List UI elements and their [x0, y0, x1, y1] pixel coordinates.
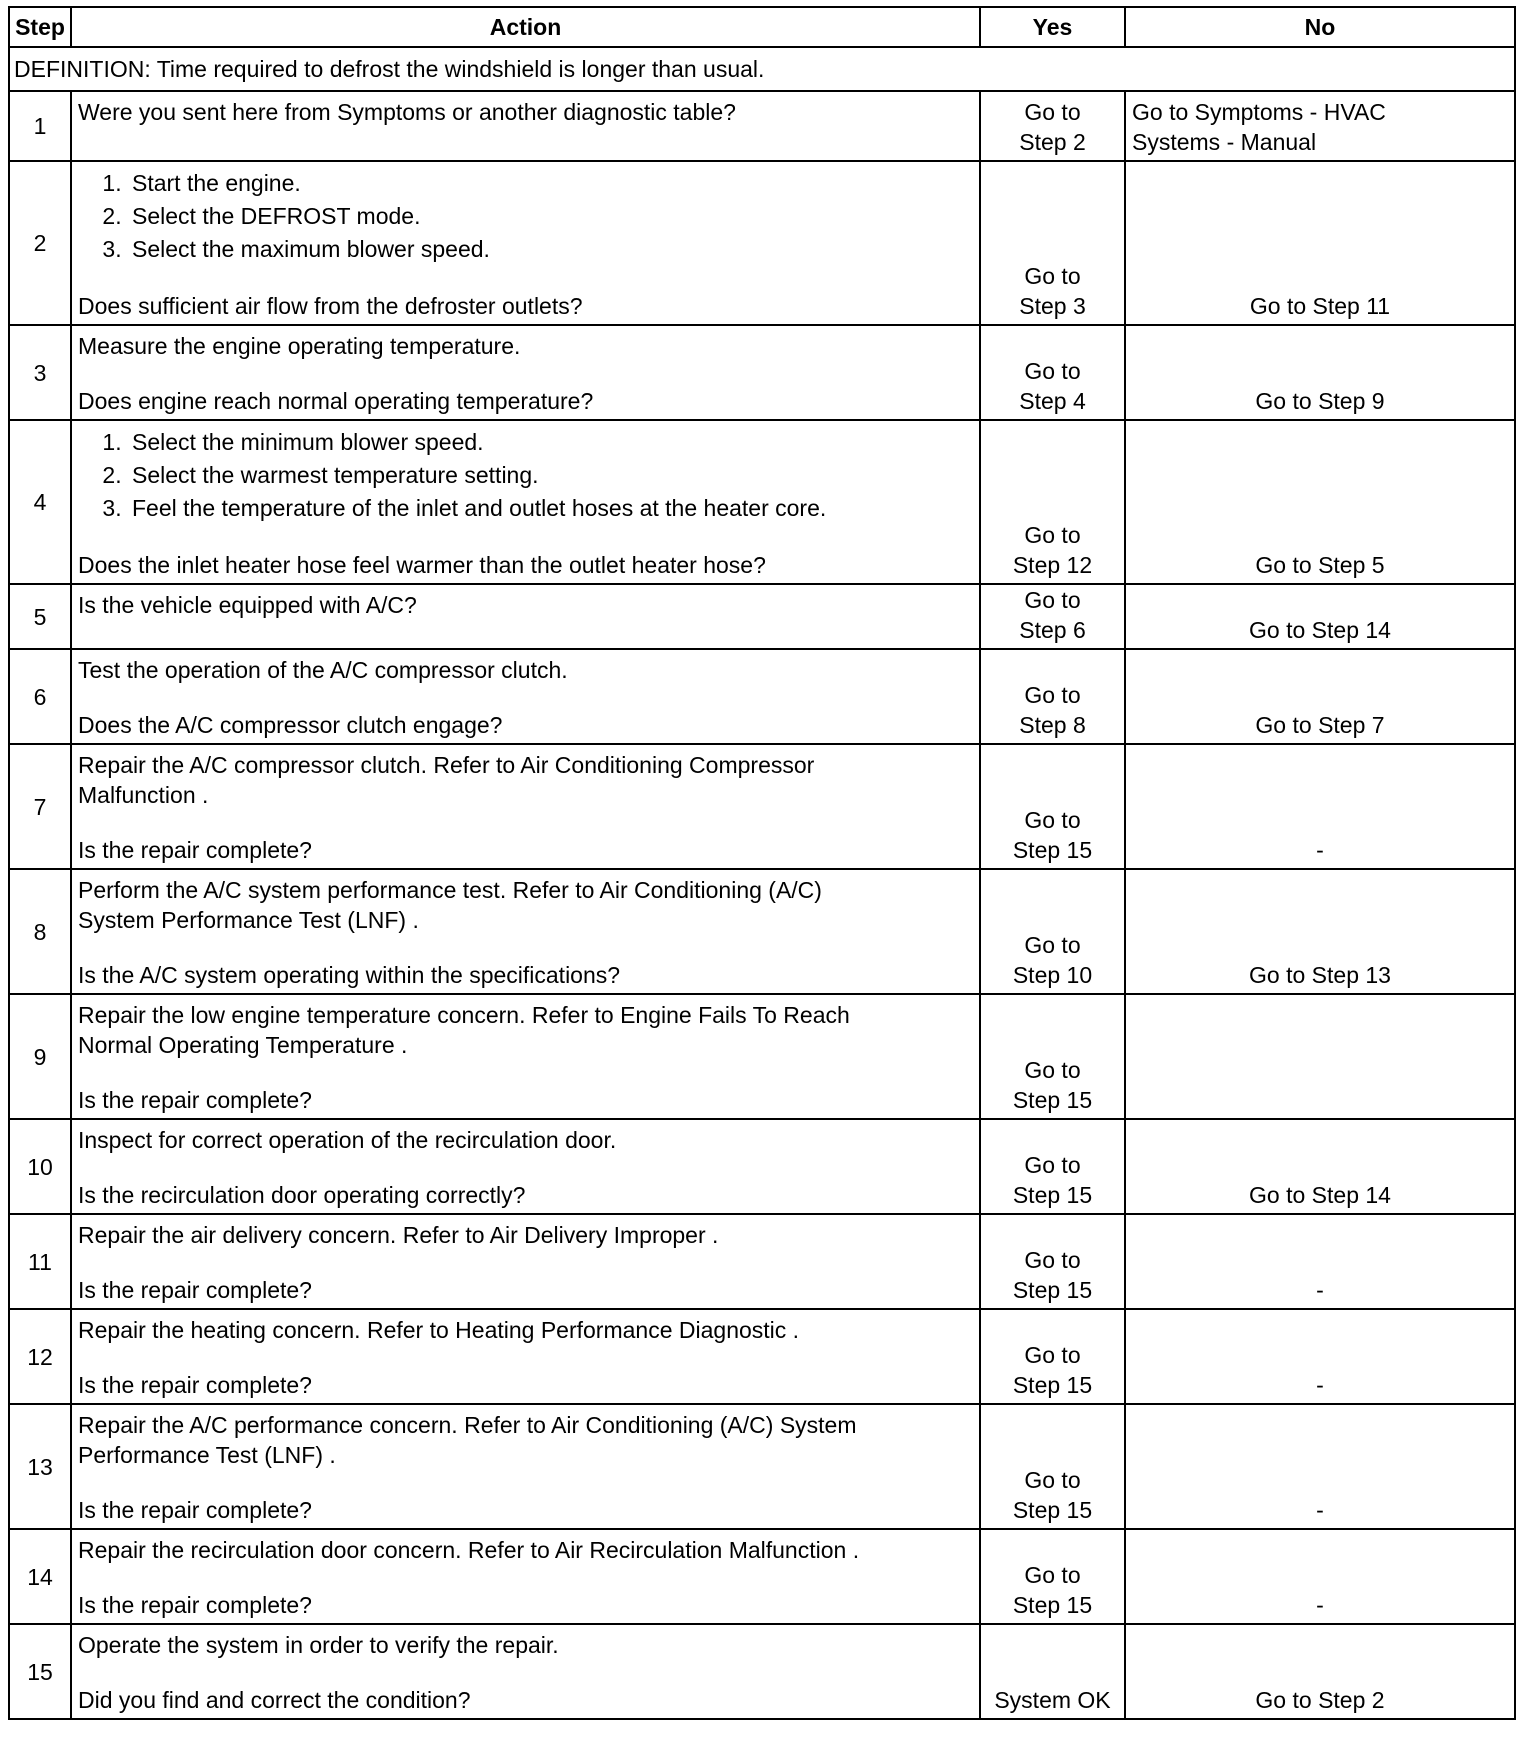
table-row — [9, 420, 1515, 584]
table-row — [9, 1529, 1515, 1624]
action-question: Does engine reach normal operating temperature? — [78, 388, 594, 414]
action-instruction-line: Performance Test (LNF) . — [78, 1442, 336, 1468]
action-steps-list — [78, 426, 973, 525]
yes-result-line: Go to — [1024, 522, 1081, 548]
yes-result — [980, 994, 1125, 1119]
action-instruction-line: Operate the system in order to verify the repair. — [78, 1632, 559, 1658]
no-result-line: Go to Symptoms - HVAC — [1132, 99, 1386, 125]
action-question: Were you sent here from Symptoms or another diagnostic table? — [78, 99, 736, 125]
yes-result-line: Step 4 — [1019, 388, 1086, 414]
no-result — [1125, 1214, 1515, 1309]
spacer — [78, 935, 973, 960]
yes-result-line: Go to — [1024, 1152, 1081, 1178]
no-result — [1125, 869, 1515, 994]
yes-result-line: System OK — [994, 1687, 1111, 1713]
action-cell — [71, 420, 980, 584]
action-step-item: 3. Feel the temperature of the inlet and outlet hoses at the heater core. — [128, 492, 973, 525]
no-result — [1125, 91, 1515, 161]
action-step-item: 2. Select the warmest temperature setting. — [128, 459, 973, 492]
yes-result — [980, 1404, 1125, 1529]
no-result-line: Go to Step 2 — [1255, 1687, 1385, 1713]
yes-result-line: Step 15 — [1012, 1592, 1093, 1618]
action-instruction-line: Repair the recirculation door concern. Refer to Air Recirculation Malfunction . — [78, 1537, 860, 1563]
yes-result-line: Go to — [1024, 587, 1081, 613]
action-question: Is the repair complete? — [78, 1497, 312, 1523]
table-row — [9, 1624, 1515, 1719]
table-row — [9, 869, 1515, 994]
action-question: Is the recirculation door operating correctly? — [78, 1182, 526, 1208]
yes-result-line: Step 10 — [1012, 962, 1093, 988]
spacer — [78, 361, 973, 386]
action-cell — [71, 161, 980, 325]
no-result — [1125, 420, 1515, 584]
column-header-yes: Yes — [980, 7, 1125, 47]
step-number: 2 — [9, 161, 71, 325]
step-number: 15 — [9, 1624, 71, 1719]
action-instruction — [78, 331, 973, 361]
action-instruction-line: Malfunction . — [78, 782, 209, 808]
yes-result-line: Step 15 — [1012, 1372, 1093, 1398]
action-question: Does the A/C compressor clutch engage? — [78, 712, 503, 738]
step-number: 9 — [9, 994, 71, 1119]
no-result-line: Go to Step 7 — [1255, 712, 1385, 738]
action-instruction-line: Normal Operating Temperature . — [78, 1032, 408, 1058]
step-number: 14 — [9, 1529, 71, 1624]
action-instruction-line: Inspect for correct operation of the recirculation door. — [78, 1127, 617, 1153]
yes-result-line: Go to — [1024, 1057, 1081, 1083]
yes-result — [980, 91, 1125, 161]
action-cell — [71, 869, 980, 994]
yes-result-line: Step 3 — [1019, 293, 1086, 319]
table-row — [9, 1404, 1515, 1529]
action-question: Is the repair complete? — [78, 1592, 312, 1618]
yes-result-line: Step 12 — [1012, 552, 1093, 578]
column-header-step: Step — [9, 7, 71, 47]
diagnostic-table — [8, 6, 1516, 1720]
step-number: 11 — [9, 1214, 71, 1309]
step-number: 3 — [9, 325, 71, 420]
action-cell — [71, 1404, 980, 1529]
table-row — [9, 649, 1515, 744]
step-number: 13 — [9, 1404, 71, 1529]
yes-result-line: Step 15 — [1012, 1277, 1093, 1303]
step-number: 1 — [9, 91, 71, 161]
table-row — [9, 994, 1515, 1119]
definition-text: DEFINITION: Time required to defrost the windshield is longer than usual. — [9, 47, 1515, 91]
yes-result-line: Go to — [1024, 807, 1081, 833]
table-row — [9, 161, 1515, 325]
action-instruction-line: System Performance Test (LNF) . — [78, 907, 419, 933]
step-number: 12 — [9, 1309, 71, 1404]
no-result-line: - — [1316, 837, 1324, 863]
diagnostic-document — [8, 6, 1514, 1720]
action-instruction — [78, 1630, 973, 1660]
action-instruction-line: Measure the engine operating temperature. — [78, 333, 521, 359]
action-instruction-line: Repair the A/C performance concern. Refer to Air Conditioning (A/C) System — [78, 1412, 857, 1438]
no-result-line: Go to Step 9 — [1255, 388, 1385, 414]
yes-result-line: Go to — [1024, 1562, 1081, 1588]
no-result-line: Go to Step 14 — [1249, 1182, 1391, 1208]
no-result-line: - — [1316, 1592, 1324, 1618]
yes-result-line: Step 15 — [1012, 1497, 1093, 1523]
yes-result-line: Go to — [1024, 682, 1081, 708]
action-cell — [71, 91, 980, 161]
yes-result — [980, 1624, 1125, 1719]
action-steps-list — [78, 167, 973, 266]
action-cell — [71, 744, 980, 869]
action-question: Is the repair complete? — [78, 837, 312, 863]
spacer — [78, 525, 973, 550]
action-step-item: 3. Select the maximum blower speed. — [128, 233, 973, 266]
no-result-line: Go to Step 14 — [1249, 617, 1391, 643]
spacer — [78, 1565, 973, 1590]
no-result — [1125, 744, 1515, 869]
no-result-line: - — [1316, 1497, 1324, 1523]
table-row — [9, 325, 1515, 420]
yes-result-line: Go to — [1024, 1342, 1081, 1368]
no-result — [1125, 325, 1515, 420]
header-row — [9, 7, 1515, 47]
no-result-line: - — [1316, 1372, 1324, 1398]
no-result-line: Go to Step 11 — [1249, 293, 1391, 319]
yes-result — [980, 1529, 1125, 1624]
yes-result-line: Step 15 — [1012, 1087, 1093, 1113]
action-step-item: 2. Select the DEFROST mode. — [128, 200, 973, 233]
yes-result-line: Go to — [1024, 1247, 1081, 1273]
yes-result-line: Step 15 — [1012, 1182, 1093, 1208]
yes-result — [980, 1214, 1125, 1309]
spacer — [78, 1250, 973, 1275]
no-result — [1125, 649, 1515, 744]
action-instruction — [78, 1315, 973, 1345]
yes-result-line: Go to — [1024, 99, 1081, 125]
action-cell — [71, 1529, 980, 1624]
step-number: 8 — [9, 869, 71, 994]
action-instruction — [78, 1220, 973, 1250]
action-instruction-line: Repair the heating concern. Refer to Heating Performance Diagnostic . — [78, 1317, 800, 1343]
action-question: Does the inlet heater hose feel warmer than the outlet heater hose? — [78, 552, 766, 578]
table-row — [9, 91, 1515, 161]
yes-result-line: Step 2 — [1019, 129, 1086, 155]
table-row — [9, 1119, 1515, 1214]
no-result — [1125, 1404, 1515, 1529]
action-cell — [71, 1309, 980, 1404]
yes-result — [980, 584, 1125, 649]
no-result — [1125, 994, 1515, 1119]
action-cell — [71, 1119, 980, 1214]
yes-result — [980, 420, 1125, 584]
no-result — [1125, 1309, 1515, 1404]
table-row — [9, 1214, 1515, 1309]
no-result — [1125, 1119, 1515, 1214]
yes-result — [980, 744, 1125, 869]
column-header-no: No — [1125, 7, 1515, 47]
yes-result-line: Go to — [1024, 263, 1081, 289]
step-number: 5 — [9, 584, 71, 649]
action-instruction-line: Repair the air delivery concern. Refer to Air Delivery Improper . — [78, 1222, 719, 1248]
action-question: Did you find and correct the condition? — [78, 1687, 471, 1713]
spacer — [78, 1345, 973, 1370]
table-row — [9, 1309, 1515, 1404]
action-instruction — [78, 655, 973, 685]
action-instruction-line: Repair the A/C compressor clutch. Refer to Air Conditioning Compressor — [78, 752, 815, 778]
action-instruction — [78, 750, 973, 810]
action-step-item: 1. Start the engine. — [128, 167, 973, 200]
action-cell — [71, 1214, 980, 1309]
spacer — [78, 1155, 973, 1180]
yes-result — [980, 161, 1125, 325]
spacer — [78, 810, 973, 835]
spacer — [78, 685, 973, 710]
no-result — [1125, 1624, 1515, 1719]
table-row — [9, 584, 1515, 649]
step-number: 6 — [9, 649, 71, 744]
yes-result-line: Step 6 — [1019, 617, 1086, 643]
action-instruction — [78, 1535, 973, 1565]
step-number: 4 — [9, 420, 71, 584]
action-step-item: 1. Select the minimum blower speed. — [128, 426, 973, 459]
action-cell — [71, 649, 980, 744]
action-instruction — [78, 875, 973, 935]
action-question: Is the repair complete? — [78, 1372, 312, 1398]
spacer — [78, 1060, 973, 1085]
spacer — [78, 1660, 973, 1685]
action-question: Does sufficient air flow from the defroster outlets? — [78, 293, 583, 319]
yes-result-line: Go to — [1024, 1467, 1081, 1493]
yes-result — [980, 1309, 1125, 1404]
yes-result-line: Step 8 — [1019, 712, 1086, 738]
no-result — [1125, 161, 1515, 325]
step-number: 7 — [9, 744, 71, 869]
action-question: Is the repair complete? — [78, 1087, 312, 1113]
no-result-line: Go to Step 5 — [1255, 552, 1385, 578]
action-cell — [71, 1624, 980, 1719]
action-question: Is the vehicle equipped with A/C? — [78, 592, 417, 618]
action-instruction — [78, 1125, 973, 1155]
definition-row — [9, 47, 1515, 91]
yes-result-line: Step 15 — [1012, 837, 1093, 863]
spacer — [78, 1470, 973, 1495]
no-result-line: Go to Step 13 — [1249, 962, 1391, 988]
step-number: 10 — [9, 1119, 71, 1214]
yes-result-line: Go to — [1024, 932, 1081, 958]
yes-result — [980, 649, 1125, 744]
action-question: Is the repair complete? — [78, 1277, 312, 1303]
action-instruction — [78, 1410, 973, 1470]
action-instruction-line: Repair the low engine temperature concern. Refer to Engine Fails To Reach — [78, 1002, 850, 1028]
action-cell — [71, 325, 980, 420]
yes-result — [980, 1119, 1125, 1214]
no-result — [1125, 1529, 1515, 1624]
spacer — [78, 266, 973, 291]
yes-result — [980, 325, 1125, 420]
action-instruction-line: Test the operation of the A/C compressor clutch. — [78, 657, 568, 683]
action-instruction — [78, 1000, 973, 1060]
no-result-line: Systems - Manual — [1132, 129, 1317, 155]
column-header-action: Action — [71, 7, 980, 47]
action-instruction-line: Perform the A/C system performance test. Refer to Air Conditioning (A/C) — [78, 877, 822, 903]
action-cell — [71, 994, 980, 1119]
no-result — [1125, 584, 1515, 649]
action-question: Is the A/C system operating within the specifications? — [78, 962, 621, 988]
yes-result — [980, 869, 1125, 994]
yes-result-line: Go to — [1024, 358, 1081, 384]
action-cell — [71, 584, 980, 649]
no-result-line: - — [1316, 1277, 1324, 1303]
table-row — [9, 744, 1515, 869]
